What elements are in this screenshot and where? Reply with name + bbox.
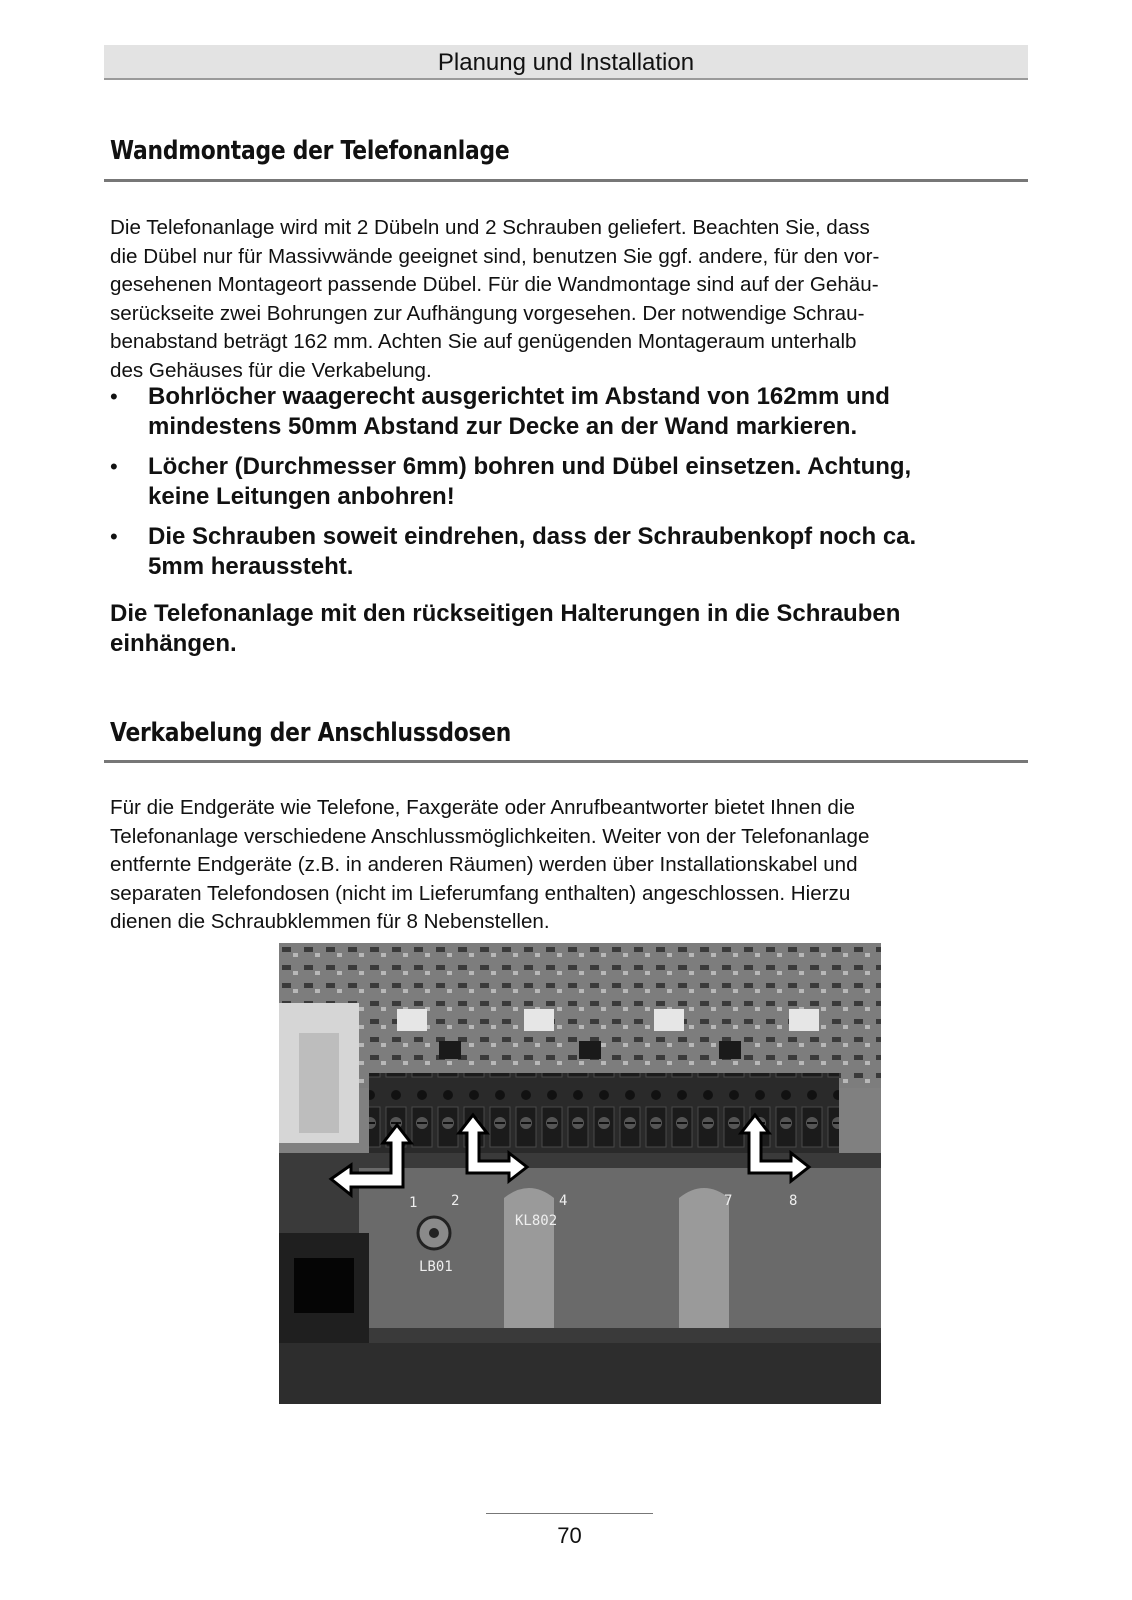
circuit-board-illustration: [279, 943, 881, 1404]
board-label: LB01: [419, 1259, 453, 1275]
section-divider: [104, 760, 1028, 763]
paragraph-line: Für die Endgeräte wie Telefone, Faxgeräte oder Anrufbeantworter bietet Ihnen die: [110, 796, 855, 819]
paragraph-line: Die Telefonanlage wird mit 2 Dübeln und 2 Schrauben geliefert. Beachten Sie, dass: [110, 216, 870, 239]
board-label: 8: [789, 1193, 798, 1209]
instruction-list: [110, 382, 1030, 592]
bullet-marker: •: [110, 524, 118, 549]
board-label: 1: [409, 1195, 418, 1211]
list-item: [110, 382, 1030, 442]
closing-line: einhängen.: [110, 630, 237, 657]
running-header: [104, 45, 1028, 80]
board-label: 2: [451, 1193, 460, 1209]
circuit-board-photo: [279, 943, 881, 1404]
section-heading-cabling: Verkabelung der Anschlussdosen: [110, 718, 512, 748]
closing-instruction: [110, 599, 1030, 659]
paragraph-line: entfernte Endgeräte (z.B. in anderen Räumen) werden über Installationskabel und: [110, 853, 858, 877]
list-item-line: 5mm heraussteht.: [148, 553, 354, 580]
list-item-line: keine Leitungen anbohren!: [148, 483, 455, 510]
closing-line: Die Telefonanlage mit den rückseitigen Halterungen in die Schrauben: [110, 600, 901, 627]
section1-paragraph: [110, 214, 1026, 386]
section-divider: [104, 179, 1028, 182]
board-label: 4: [559, 1193, 568, 1209]
bullet-marker: •: [110, 384, 118, 409]
paragraph-line: des Gehäuses für die Verkabelung.: [110, 358, 432, 382]
paragraph-line: benabstand beträgt 162 mm. Achten Sie auf genügenden Montageraum unterhalb: [110, 330, 857, 354]
section-heading-wall-mounting: Wandmontage der Telefonanlage: [110, 136, 510, 166]
bullet-marker: •: [110, 454, 118, 479]
paragraph-line: separaten Telefondosen (nicht im Lieferumfang enthalten) angeschlossen. Hierzu: [110, 881, 851, 905]
paragraph-line: serückseite zwei Bohrungen zur Aufhängung vorgesehen. Der notwendige Schrau-: [110, 301, 865, 325]
list-item-line: Die Schrauben soweit eindrehen, dass der Schraubenkopf noch ca.: [148, 523, 917, 550]
list-item: [110, 452, 1030, 512]
paragraph-line: gesehenen Montageort passende Dübel. Für die Wandmontage sind auf der Gehäu-: [110, 273, 879, 297]
paragraph-line: dienen die Schraubklemmen für 8 Nebenstellen.: [110, 910, 550, 934]
running-header-title: Planung und Installation: [437, 49, 695, 76]
board-label: KL802: [515, 1213, 558, 1229]
list-item: [110, 522, 1030, 582]
paragraph-line: die Dübel nur für Massivwände geeignet sind, benutzen Sie ggf. andere, für den vor-: [110, 244, 880, 268]
paragraph-line: Telefonanlage verschiedene Anschlussmöglichkeiten. Weiter von der Telefonanlage: [110, 824, 870, 848]
list-item-line: mindestens 50mm Abstand zur Decke an der Wand markieren.: [148, 413, 858, 440]
section2-paragraph: [110, 794, 1026, 937]
footer-divider: [486, 1513, 653, 1514]
board-label: 7: [724, 1193, 733, 1209]
page-number: 70: [557, 1523, 582, 1548]
list-item-line: Löcher (Durchmesser 6mm) bohren und Dübel einsetzen. Achtung,: [148, 453, 912, 480]
list-item-line: Bohrlöcher waagerecht ausgerichtet im Abstand von 162mm und: [148, 383, 890, 410]
